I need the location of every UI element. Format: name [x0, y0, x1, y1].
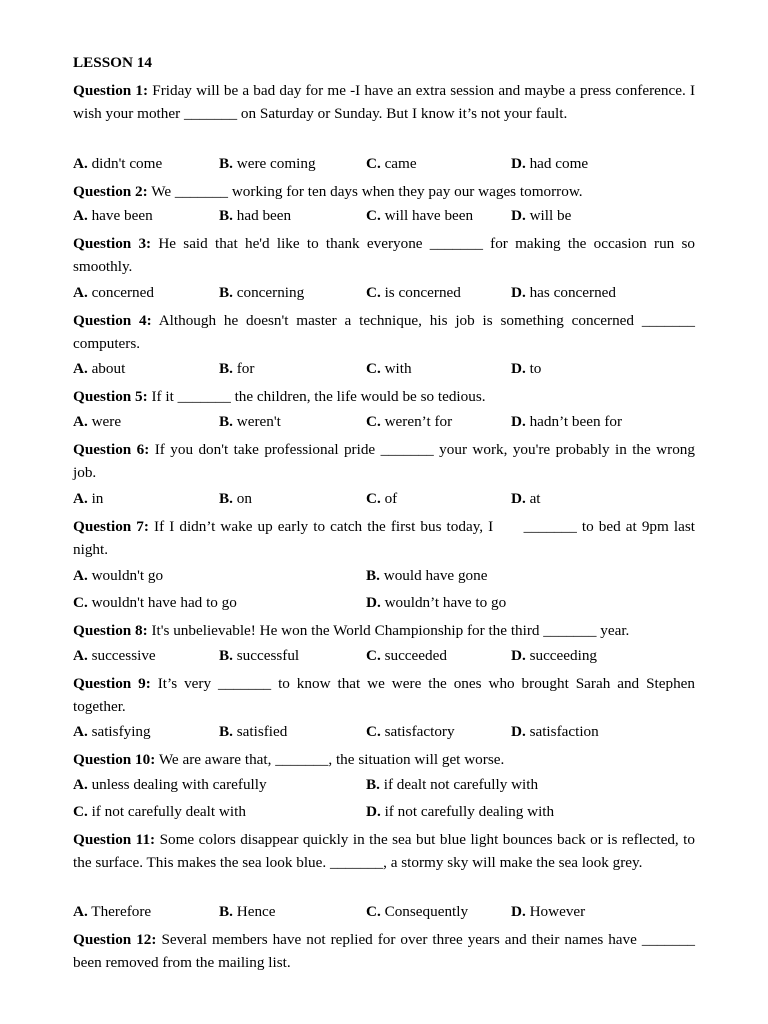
question-5-options: [73, 411, 695, 433]
option-d[interactable]: D. wouldn’t have to go: [366, 594, 507, 611]
question-9: [73, 672, 695, 718]
option-c[interactable]: C. is concerned: [366, 284, 461, 301]
option-d[interactable]: D. hadn’t been for: [511, 413, 623, 430]
option-b[interactable]: B. successful: [219, 647, 300, 664]
question-7-options-row-2: [73, 592, 695, 614]
option-d[interactable]: D. satisfaction: [511, 723, 599, 740]
option-d[interactable]: D. had come: [511, 155, 589, 172]
option-a[interactable]: A. have been: [73, 207, 153, 224]
question-2-options: [73, 205, 695, 227]
option-a[interactable]: A. wouldn't go: [73, 567, 164, 584]
option-b[interactable]: B. would have gone: [366, 567, 488, 584]
question-text: Although he doesn't master a technique, his job is something concerned _______ computers.: [73, 312, 695, 352]
question-6: [73, 438, 695, 484]
question-2: [73, 180, 695, 203]
question-text: It’s very _______ to know that we were the ones who brought Sarah and Stephen together.: [73, 675, 696, 715]
question-label: Question 1:: [73, 82, 149, 99]
question-10: [73, 748, 695, 771]
option-b[interactable]: B. were coming: [219, 155, 316, 172]
option-d[interactable]: D. to: [511, 360, 542, 377]
question-9-options: [73, 721, 695, 743]
option-a[interactable]: A. were: [73, 413, 122, 430]
option-c[interactable]: C. satisfactory: [366, 723, 455, 740]
question-4: [73, 309, 695, 355]
question-12: [73, 928, 695, 974]
question-7-options-row-1: [73, 565, 695, 587]
option-c[interactable]: C. if not carefully dealt with: [73, 803, 246, 820]
question-4-options: [73, 358, 695, 380]
question-label: Question 10:: [73, 751, 156, 768]
option-b[interactable]: B. concerning: [219, 284, 305, 301]
option-c[interactable]: C. wouldn't have had to go: [73, 594, 237, 611]
question-5: [73, 385, 695, 408]
lesson-title: LESSON 14: [73, 54, 152, 71]
question-8-options: [73, 645, 695, 667]
question-text: If it _______ the children, the life would be so tedious.: [151, 388, 486, 405]
question-label: Question 12:: [73, 931, 157, 948]
option-c[interactable]: C. with: [366, 360, 412, 377]
option-a[interactable]: A. satisfying: [73, 723, 151, 740]
question-label: Question 4:: [73, 312, 152, 329]
option-d[interactable]: D. will be: [511, 207, 572, 224]
question-10-options-row-2: [73, 801, 695, 823]
question-label: Question 8:: [73, 622, 148, 639]
option-b[interactable]: B. satisfied: [219, 723, 288, 740]
question-label: Question 7:: [73, 518, 149, 535]
question-label: Question 3:: [73, 235, 152, 252]
option-c[interactable]: C. weren’t for: [366, 413, 453, 430]
question-text: If you don't take professional pride _______ your work, you're probably in the wrong job.: [73, 441, 695, 481]
option-c[interactable]: C. succeeded: [366, 647, 447, 664]
question-text: Several members have not replied for over three years and their names have _______ been removed from the mailing list.: [73, 931, 696, 971]
option-d[interactable]: D. at: [511, 490, 541, 507]
question-label: Question 6:: [73, 441, 150, 458]
question-text: Some colors disappear quickly in the sea but blue light bounces back or is reflected, to the surface. This makes the sea look blue. _______, a stormy sky will make the sea look grey.: [73, 831, 696, 871]
option-a[interactable]: A. about: [73, 360, 126, 377]
question-6-options: [73, 488, 695, 510]
option-a[interactable]: A. concerned: [73, 284, 154, 301]
question-text: If I didn’t wake up early to catch the first bus today, I _______ to bed at 9pm last night.: [73, 518, 699, 558]
option-b[interactable]: B. on: [219, 490, 252, 507]
option-b[interactable]: B. weren't: [219, 413, 281, 430]
option-a[interactable]: A. Therefore: [73, 903, 152, 920]
option-c[interactable]: C. will have been: [366, 207, 474, 224]
option-d[interactable]: D. However: [511, 903, 586, 920]
question-1: [73, 79, 695, 125]
question-10-options-row-1: [73, 774, 695, 796]
question-11: [73, 828, 695, 874]
question-text: We _______ working for ten days when they pay our wages tomorrow.: [151, 183, 583, 200]
question-text: Friday will be a bad day for me -I have an extra session and maybe a press conference. I wish your mother _______ on Saturday or Sunday. But I know it’s not your fault.: [73, 82, 696, 122]
question-3: [73, 232, 695, 278]
option-d[interactable]: D. succeeding: [511, 647, 598, 664]
option-c[interactable]: C. of: [366, 490, 398, 507]
question-3-options: [73, 282, 695, 304]
option-a[interactable]: A. successive: [73, 647, 156, 664]
option-b[interactable]: B. if dealt not carefully with: [366, 776, 539, 793]
option-c[interactable]: C. Consequently: [366, 903, 469, 920]
question-11-options: [73, 901, 695, 923]
option-c[interactable]: C. came: [366, 155, 417, 172]
question-text: It's unbelievable! He won the World Championship for the third _______ year.: [151, 622, 630, 639]
option-a[interactable]: A. in: [73, 490, 104, 507]
question-8: [73, 619, 695, 642]
option-b[interactable]: B. Hence: [219, 903, 276, 920]
question-label: Question 2:: [73, 183, 148, 200]
question-1-options: [73, 153, 695, 175]
question-label: Question 11:: [73, 831, 156, 848]
option-a[interactable]: A. didn't come: [73, 155, 163, 172]
question-label: Question 9:: [73, 675, 151, 692]
option-d[interactable]: D. if not carefully dealing with: [366, 803, 555, 820]
option-a[interactable]: A. unless dealing with carefully: [73, 776, 267, 793]
question-label: Question 5:: [73, 388, 148, 405]
question-7: [73, 515, 699, 561]
question-text: He said that he'd like to thank everyone _______ for making the occasion run so smoothly.: [73, 235, 695, 275]
option-b[interactable]: B. for: [219, 360, 255, 377]
option-d[interactable]: D. has concerned: [511, 284, 617, 301]
option-b[interactable]: B. had been: [219, 207, 292, 224]
question-text: We are aware that, _______, the situation will get worse.: [158, 751, 505, 768]
